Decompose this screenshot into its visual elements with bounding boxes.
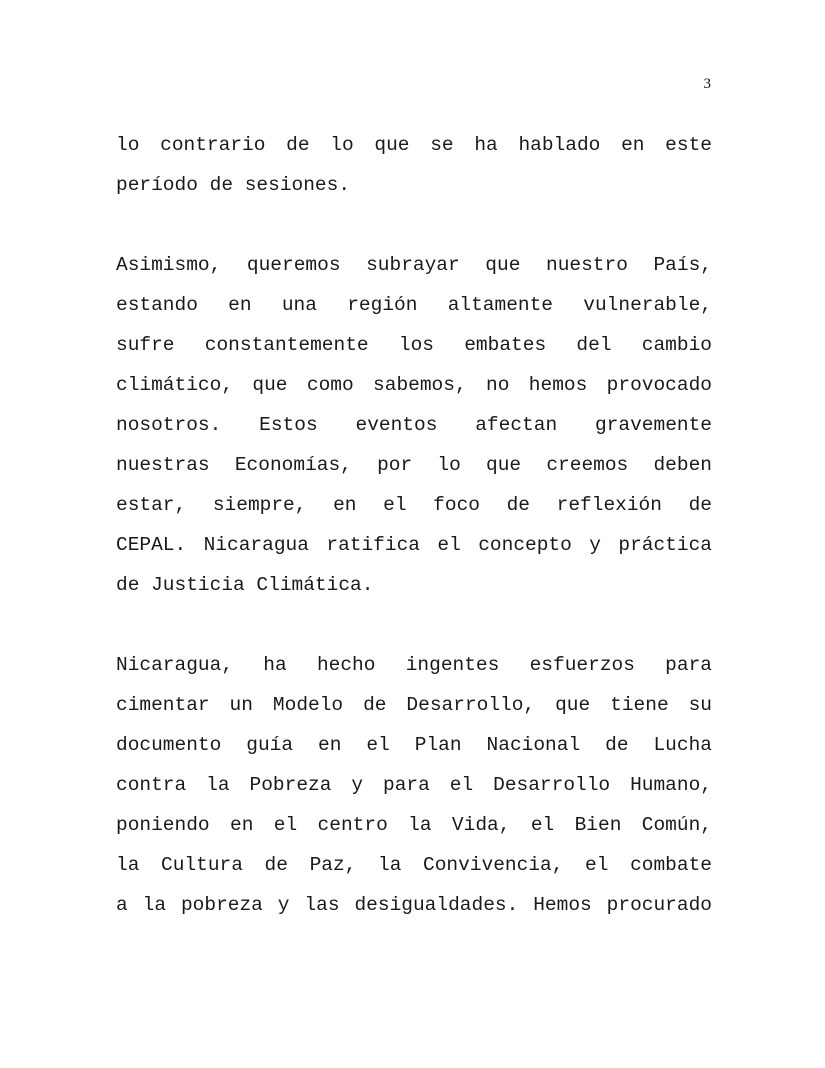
text-line: Nicaragua, ha hecho ingentes esfuerzos para [116,654,712,676]
page-number: 3 [703,76,711,92]
paragraph-spacer [116,205,712,245]
text-line: poniendo en el centro la Vida, el Bien Común, [116,814,712,836]
text-line: período de sesiones. [116,174,351,196]
text-line: la Cultura de Paz, la Convivencia, el combate [116,854,712,876]
text-line: cimentar un Modelo de Desarrollo, que tiene su [116,694,712,716]
paragraph-3 [116,645,712,925]
text-line: contra la Pobreza y para el Desarrollo Humano, [116,774,712,796]
text-line: estando en una región altamente vulnerable, [116,294,712,316]
text-line: sufre constantemente los embates del cambio [116,334,712,356]
text-line: Asimismo, queremos subrayar que nuestro País, [116,254,712,276]
text-line: de Justicia Climática. [116,574,374,596]
text-line: climático, que como sabemos, no hemos provocado [116,374,712,396]
paragraph-2 [116,245,712,605]
text-line: nosotros. Estos eventos afectan gravemente [116,414,712,436]
text-line: documento guía en el Plan Nacional de Lucha [116,734,712,756]
paragraph-spacer [116,605,712,645]
text-line: CEPAL. Nicaragua ratifica el concepto y práctica [116,534,712,556]
text-line: nuestras Economías, por lo que creemos deben [116,454,712,476]
body-text [116,125,712,925]
text-line: lo contrario de lo que se ha hablado en este [116,134,712,156]
text-line: estar, siempre, en el foco de reflexión de [116,494,712,516]
paragraph-1 [116,125,712,205]
text-line: a la pobreza y las desigualdades. Hemos procurado [116,894,712,916]
